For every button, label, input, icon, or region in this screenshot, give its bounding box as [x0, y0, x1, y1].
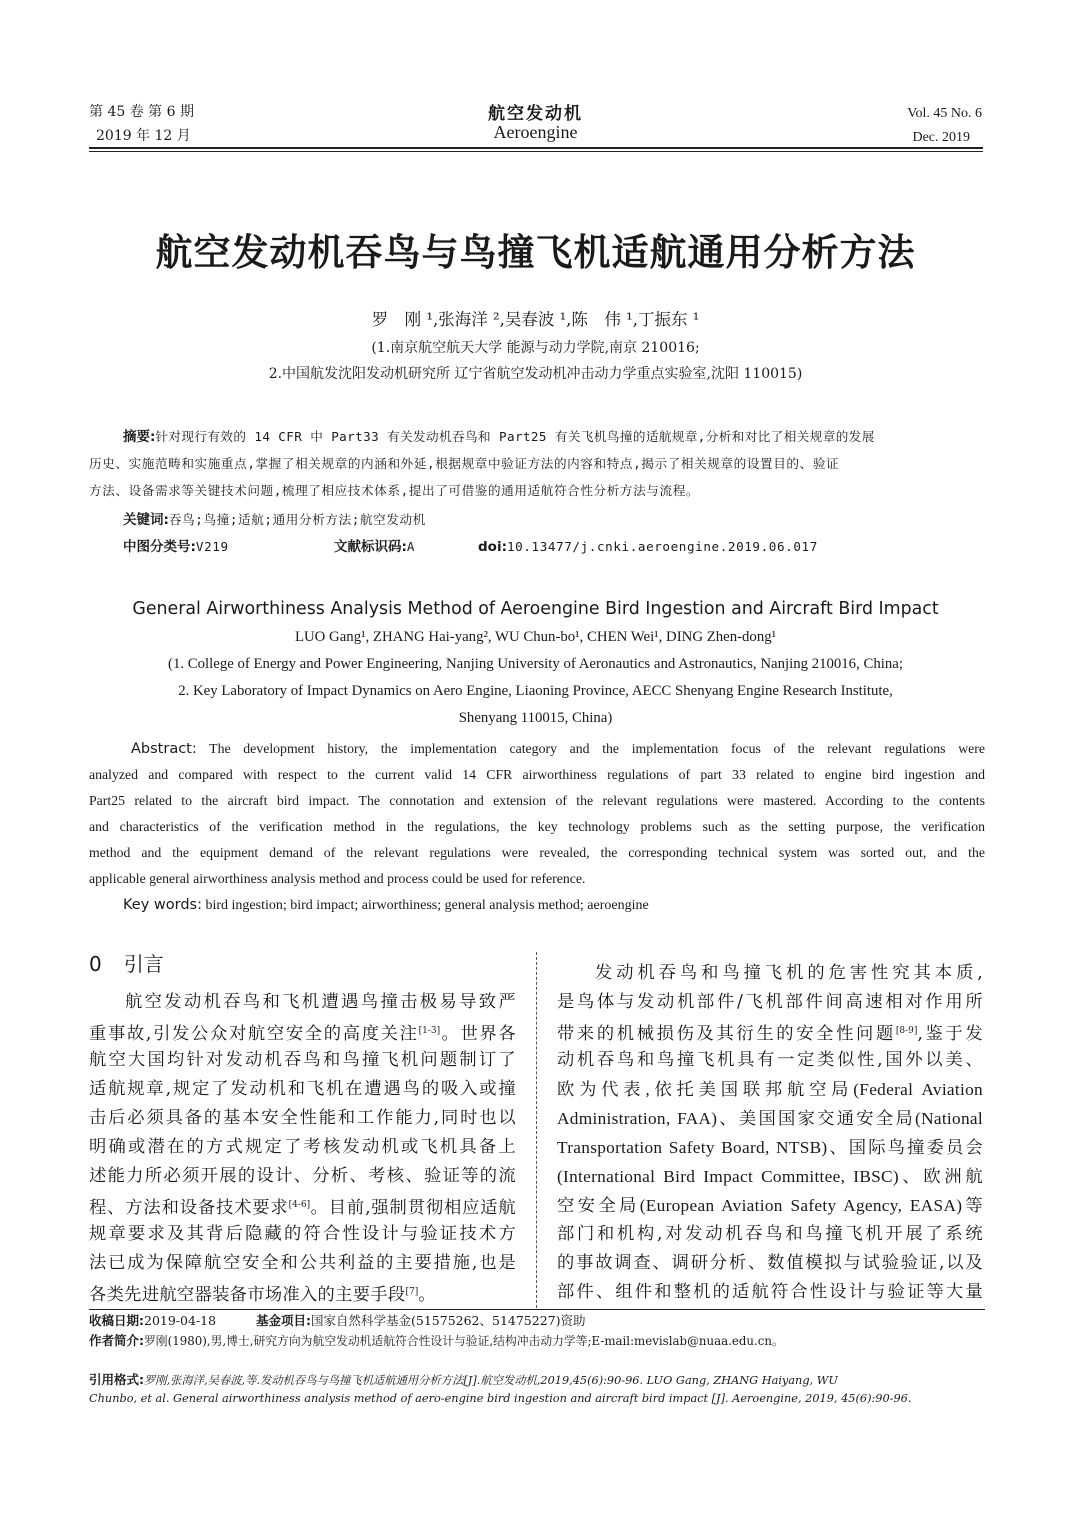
footnote-rule [89, 1309, 985, 1310]
journal-name-en: Aeroengine [493, 122, 578, 142]
volume-number-en: Vol. 45 No. 6 [907, 106, 982, 121]
body-line: 述能力所必须开展的设计、分析、考核、验证等的流 [89, 1166, 516, 1186]
abstract-en-line5: method and the equipment demand of the relevant regulations were revealed, the corresponding technical system was sorted out, and the [89, 845, 985, 860]
author-bio-value: 罗刚(1980),男,博士,研究方向为航空发动机适航符合性设计与验证,结构冲击动力学等;E-mail:mevislab@nuaa.edu.cn。 [144, 1334, 784, 1348]
citation-line2: Chunbo, et al. General airworthiness analysis method of aero-engine bird ingestion and aircraft bird impact [J]. Aeroengine, 2019, 45(6):90-96. [89, 1392, 912, 1405]
citation-label: 引用格式: [89, 1372, 144, 1387]
abstract-en-line3: Part25 related to the aircraft bird impact. The connotation and extension of the relevant regulations were mastered. According to the contents [89, 793, 985, 808]
body-line [89, 1017, 516, 1046]
section-title: 引言 [123, 952, 164, 976]
abstract-en-line4: and characteristics of the verification method in the regulations, the key technology problems such as the setting purpose, the verification [89, 819, 985, 834]
section-number: 0 [89, 952, 102, 976]
body-line [89, 1278, 516, 1307]
keywords-en-text: bird ingestion; bird impact; airworthiness; general analysis method; aeroengine [205, 898, 649, 913]
text-span: 各类先进航空器装备市场准入的主要手段 [89, 1285, 406, 1305]
body-line: 的事故调查、调研分析、数值模拟与试验验证,以及 [557, 1253, 983, 1273]
affiliation-cn-1: (1.南京航空航天大学 能源与动力学院,南京 210016; [371, 340, 700, 356]
body-line: 航空大国均针对发动机吞鸟和鸟撞飞机问题制订了 [89, 1050, 516, 1070]
journal-name-cn: 航空发动机 [488, 104, 583, 124]
text-span: 。世界各 [440, 1024, 516, 1044]
received-label: 收稿日期: [89, 1313, 144, 1328]
keywords-cn-label: 关键词: [123, 512, 169, 528]
issue-date: 2019 年 12 月 [96, 128, 191, 144]
reference-mark: [7] [405, 1287, 419, 1297]
body-line: (International Bird Impact Committee, IBSC)、欧洲航 [557, 1167, 983, 1186]
citation-text-1: 罗刚,张海洋,吴春波,等.发动机吞鸟与鸟撞飞机适航通用分析方法[J].航空发动机,2019,45(6):90-96. LUO Gang, ZHANG Haiyang, WU [144, 1374, 838, 1387]
body-line: 明确或潜在的方式规定了考核发动机或飞机具备上 [89, 1137, 516, 1157]
fund-label: 基金项目: [256, 1313, 311, 1328]
column-divider [536, 952, 537, 1308]
text-span: 带来的机械损伤及其衍生的安全性问题 [557, 1024, 896, 1044]
document-code-value: A [406, 539, 416, 554]
keywords-en-label: Key words: [123, 897, 202, 913]
body-line: 欧为代表,依托美国联邦航空局(Federal Aviation [557, 1080, 983, 1099]
issue-volume: 第 45 卷 第 6 期 [89, 104, 194, 120]
fund-value: 国家自然科学基金(51575262、51475227)资助 [311, 1313, 586, 1328]
body-line: 部门和机构,对发动机吞鸟和鸟撞飞机开展了系统 [557, 1224, 983, 1244]
text-span: 重事故,引发公众对航空安全的高度关注 [89, 1024, 419, 1044]
affiliation-en-1: (1. College of Energy and Power Engineering, Nanjing University of Aeronautics and Astronautics, Nanjing 210016, China; [168, 656, 903, 672]
body-line [89, 1191, 516, 1220]
body-line: 动机吞鸟和鸟撞飞机具有一定类似性,国外以美、 [557, 1050, 983, 1070]
body-line: 航空发动机吞鸟和飞机遭遇鸟撞击极易导致严 [125, 992, 516, 1012]
text-span: ,鉴于发 [917, 1024, 983, 1044]
abstract-en-label: Abstract: [131, 741, 197, 757]
doi [478, 534, 818, 560]
document-code-label: 文献标识码: [334, 539, 407, 555]
clc-number [123, 534, 229, 560]
received-date [89, 1311, 216, 1331]
authors-cn: 罗 刚 ¹,张海洋 ²,吴春波 ¹,陈 伟 ¹,丁振东 ¹ [371, 310, 700, 329]
keywords-en [123, 892, 649, 919]
issue-date-en: Dec. 2019 [912, 130, 970, 145]
body-line: 击后必须具备的基本安全性能和工作能力,同时也以 [89, 1108, 516, 1128]
citation-line1 [89, 1370, 985, 1391]
paper-title-cn: 航空发动机吞鸟与鸟撞飞机适航通用分析方法 [155, 230, 916, 274]
affiliation-en-2: 2. Key Laboratory of Impact Dynamics on Aero Engine, Liaoning Province, AECC Shenyang Engine Research Institute, [178, 683, 893, 699]
keywords-cn [123, 507, 426, 533]
header-rule-thick [89, 147, 983, 149]
text-span: 程、方法和设备技术要求 [89, 1198, 289, 1218]
section-heading [89, 950, 164, 978]
reference-mark: [8-9] [895, 1026, 918, 1036]
abstract-cn-line2: 历史、实施范畴和实施重点,掌握了相关规章的内涵和外延,根据规章中验证方法的内容和特点,揭示了相关规章的设置目的、验证 [89, 456, 840, 471]
document-code [334, 534, 415, 560]
fund-info [256, 1311, 586, 1331]
abstract-en-line6: applicable general airworthiness analysis method and process could be used for reference. [89, 871, 586, 886]
author-bio-label: 作者简介: [89, 1333, 144, 1348]
received-value: 2019-04-18 [144, 1313, 217, 1328]
reference-mark: [1-3] [418, 1026, 441, 1036]
body-line: Administration, FAA)、美国国家交通安全局(National [557, 1109, 983, 1128]
abstract-cn-line1 [123, 424, 985, 450]
body-line: 是鸟体与发动机部件/飞机部件间高速相对作用所 [557, 992, 983, 1012]
clc-value: V219 [195, 539, 229, 554]
header-rule-thin [89, 151, 983, 152]
affiliation-cn-2: 2.中国航发沈阳发动机研究所 辽宁省航空发动机冲击动力学重点实验室,沈阳 110015) [268, 366, 803, 382]
body-line: 法已成为保障航空安全和公共利益的主要措施,也是 [89, 1253, 516, 1273]
body-left-column [89, 988, 516, 1307]
text-span: 。目前,强制贯彻相应适航 [310, 1198, 516, 1218]
clc-label: 中图分类号: [123, 539, 196, 555]
body-line: 空安全局(European Aviation Safety Agency, EASA)等 [557, 1196, 983, 1215]
body-line [557, 1017, 983, 1046]
abstract-cn-line3: 方法、设备需求等关键技术问题,梳理了相应技术体系,提出了可借鉴的通用适航符合性分析方法与流程。 [89, 483, 700, 498]
authors-en: LUO Gang¹, ZHANG Hai-yang², WU Chun-bo¹, CHEN Wei¹, DING Zhen-dong¹ [294, 629, 777, 645]
body-line: 部件、组件和整机的适航符合性设计与验证等大量 [557, 1282, 983, 1302]
body-line: 规章要求及其背后隐藏的符合性设计与验证技术方 [89, 1224, 516, 1244]
paper-title-en: General Airworthiness Analysis Method of Aeroengine Bird Ingestion and Aircraft Bird Impact [132, 599, 939, 619]
text-span: 。 [418, 1285, 436, 1305]
abstract-cn-label: 摘要: [123, 429, 156, 445]
doi-value: 10.13477/j.cnki.aeroengine.2019.06.017 [506, 539, 818, 554]
keywords-cn-text: 吞鸟;鸟撞;适航;通用分析方法;航空发动机 [168, 512, 426, 527]
body-line: 发动机吞鸟和鸟撞飞机的危害性究其本质, [595, 963, 983, 983]
abstract-cn-text-1: 针对现行有效的 14 CFR 中 Part33 有关发动机吞鸟和 Part25 有关飞机鸟撞的适航规章,分析和对比了相关规章的发展 [155, 429, 875, 444]
body-line: 适航规章,规定了发动机和飞机在遭遇鸟的吸入或撞 [89, 1079, 516, 1099]
affiliation-en-3: Shenyang 110015, China) [458, 710, 613, 726]
reference-mark: [4-6] [288, 1200, 311, 1210]
author-bio [89, 1331, 784, 1351]
abstract-en-text-1: The development history, the implementation category and the implementation focus of the relevant regulations were [209, 741, 985, 756]
body-right-column [557, 959, 983, 1307]
abstract-en-line1 [131, 736, 985, 762]
abstract-en-line2: analyzed and compared with respect to the current valid 14 CFR airworthiness regulations of part 33 related to engine bird ingestion and [89, 767, 985, 782]
doi-label: doi: [478, 539, 507, 555]
body-line: Transportation Safety Board, NTSB)、国际鸟撞委员会 [557, 1138, 983, 1157]
